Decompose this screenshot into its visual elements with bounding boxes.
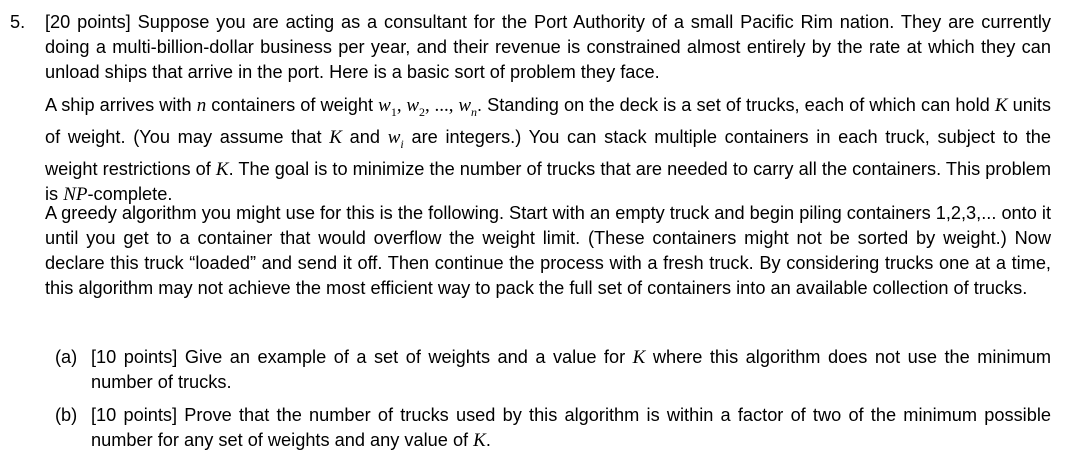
sub-n: n [471,104,477,119]
setup-text-4: units of weight. (You may assume that [45,95,1052,147]
setup-paragraph [45,93,1051,207]
var-w1: w [378,95,391,116]
setup-text-5: and [349,126,380,147]
part-a-text-2: where this algorithm does not use the minimum number of trucks. [91,347,1051,392]
var-wi [387,126,404,151]
part-b-points: [10 points] [91,405,178,425]
var-n: n [196,95,207,116]
part-b-text-2: . [485,430,491,450]
var-K: K [473,430,486,451]
part-a-label: (a) [55,347,78,367]
part-b-text [91,403,1051,453]
setup-text-8: -complete. [87,183,173,204]
setup-text-1: A ship arrives with [45,95,192,115]
setup-text-7: . The goal is to minimize the number of trucks that are needed to carry all the containers. This problem is [45,158,1052,204]
setup-text-6: are integers.) You can stack multiple containers in each truck, subject to the weight restrictions of [45,126,1051,179]
var-K: K [632,347,646,368]
part-a-points: [10 points] [91,347,178,367]
var-w2: w [406,95,420,116]
part-b-label: (b) [55,405,78,425]
var-w: w [387,126,401,148]
var-K: K [994,95,1008,116]
intro-text: Suppose you are acting as a consultant for the Port Authority of a small Pacific Rim nation. They are currently doing a multi-billion-dollar business per year, and their revenue is constrained almost entirely by the rate at which they can unload ships that arrive in the port. Here is a basic sort of problem they face. [45,12,1052,82]
sub-1: 1 [390,104,397,119]
setup-text-3: . Standing on the deck is a set of trucks, each of which can hold [477,95,990,115]
setup-text-2: containers of weight [211,95,374,115]
part-a-text [91,345,1051,395]
var-K: K [329,126,342,148]
sub-i: i [400,136,404,151]
intro-paragraph [45,10,1051,85]
sub-2: 2 [419,104,426,119]
var-NP: NP [63,183,88,205]
var-wn: w [458,95,471,116]
part-b-text-1: Prove that the number of trucks used by this algorithm is within a factor of two of the minimum possible number for any set of weights and any value of [91,405,1051,450]
problem-number: 5. [10,12,26,32]
var-K: K [215,158,229,180]
ellipsis: ... [434,95,449,116]
greedy-paragraph: A greedy algorithm you might use for this is the following. Start with an empty truck and begin piling containers 1,2,3,... onto it until you get to a container that would overflow the weight limit. (These containers might not be sorted by weight.) Now declare this truck “loaded” and send it off. Then continue the process with a fresh truck. By considering trucks one at a time, this algorithm may not achieve the most efficient way to pack the full set of containers into an available collection of trucks. [45,203,1051,298]
intro-points: [20 points] [45,12,131,32]
part-a-text-1: Give an example of a set of weights and a value for [184,347,626,367]
weights-list: $w_1$, $w_2$, ..., $w_n$ [378,95,477,119]
